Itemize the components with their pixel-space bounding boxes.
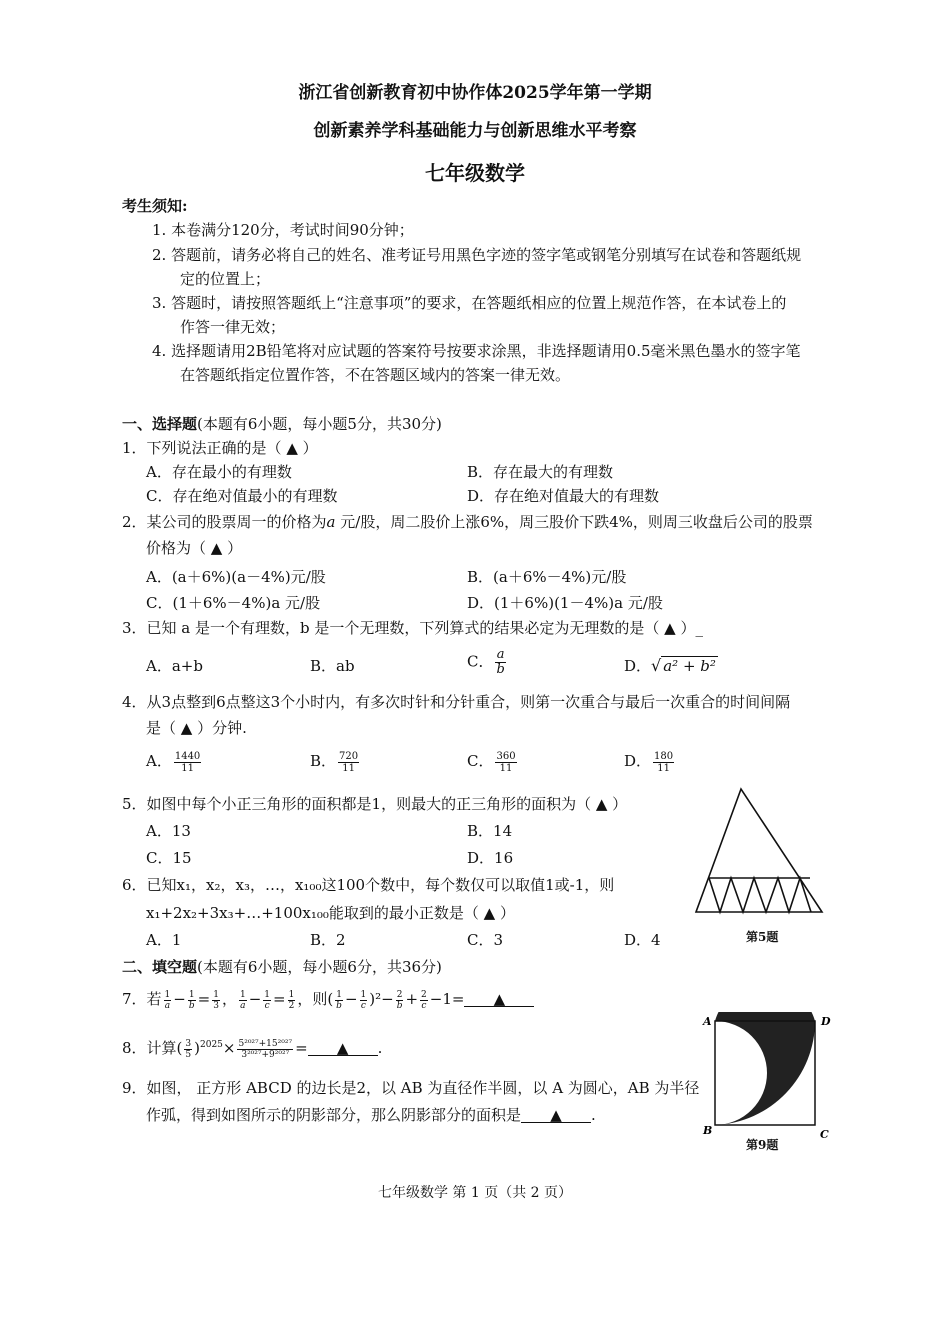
q4-stem: 4．从3点整到6点整这3个小时内，有多次时针和分针重合，则第一次重合与最后一次重合的时间间隔 — [122, 693, 791, 711]
fig9-label-a: A — [703, 1015, 712, 1028]
notice-item-4-cont: 在答题纸指定位置作答，不在答题区域内的答案一律无效。 — [180, 366, 571, 384]
q7-answer-blank[interactable]: ▲ — [464, 992, 534, 1007]
q4-option-d: D． $\frac{180}{11}$ — [624, 750, 674, 774]
exam-header-line1: 浙江省创新教育初中协作体2025学年第一学期 — [298, 83, 652, 103]
fig5-zigzag — [709, 878, 811, 912]
notice-heading: 考生须知: — [122, 197, 188, 215]
section1-heading: 一、选择题(本题有6小题，每小题5分，共30分) — [122, 415, 442, 433]
q2-option-d: D．(1＋6%)(1－4%)a 元/股 — [467, 594, 663, 612]
q5-option-c: C．15 — [146, 849, 192, 867]
q6-stem: 6．已知x₁，x₂，x₃，…，x₁₀₀这100个数中，每个数仅可以取值1或-1，则 — [122, 876, 615, 894]
q4-option-b: B． $\frac{720}{11}$ — [310, 750, 359, 774]
q5-stem: 5．如图中每个小正三角形的面积都是1，则最大的正三角形的面积为（ ▲ ） — [122, 795, 628, 813]
figure-5-triangle — [690, 785, 840, 920]
q6-option-b: B．2 — [310, 931, 346, 949]
q8-stem: 8．计算( $\frac{3}{5}$ )$^{2025}$× $\frac{\text{5²⁰²⁷+15²⁰²⁷}}{\text{3²⁰²⁷+9²⁰²⁷}}$ = ▲ . — [122, 1038, 383, 1060]
exam-header-line2: 创新素养学科基础能力与创新思维水平考察 — [313, 121, 637, 141]
q5-option-a: A．13 — [146, 822, 191, 840]
notice-item-2-cont: 定的位置上； — [180, 270, 271, 288]
q8-answer-blank[interactable]: ▲ — [308, 1041, 378, 1056]
fig9-label-d: D — [821, 1015, 831, 1028]
notice-item-1: 1. 本卷满分120分，考试时间90分钟； — [152, 221, 414, 239]
fig9-shaded-region — [715, 1012, 815, 1125]
q5-option-b: B．14 — [467, 822, 513, 840]
q1-option-d: D．存在绝对值最大的有理数 — [467, 487, 660, 505]
q2-stem-cont: 价格为（ ▲ ） — [146, 539, 243, 557]
notice-item-2: 2. 答题前，请务必将自己的姓名、准考证号用黑色字迹的签字笔或钢笔分别填写在试卷和答题纸规 — [152, 246, 802, 264]
page-footer: 七年级数学 第 1 页（共 2 页） — [377, 1185, 573, 1201]
section2-heading: 二、填空题(本题有6小题，每小题6分，共36分) — [122, 958, 442, 976]
q1-option-b: B．存在最大的有理数 — [467, 463, 614, 481]
q2-option-a: A．(a＋6%)(a－4%)元/股 — [146, 568, 326, 586]
q9-stem: 9．如图， 正方形 ABCD 的边长是2，以 AB 为直径作半圆，以 A 为圆心，AB 为半径 — [122, 1079, 700, 1097]
q3-option-a: A．a+b — [146, 657, 203, 675]
notice-item-3-cont: 作答一律无效； — [180, 318, 286, 336]
q3-stem: 3．已知 a 是一个有理数，b 是一个无理数，下列算式的结果必定为无理数的是（ ▲ ）_ — [122, 619, 703, 637]
q7-stem: 7．若 $\frac{1}{a}$ − $\frac{1}{b}$ = $\frac{1}{3}$ ， $\frac{1}{a}$ − $\frac{1}{c}$ = $\frac{1}{2}$ ，则( $\frac{1}{b}$ − $\frac{1}{c}$ )²− $\frac{2}{b}$ + $\frac{2}{c}$ −1= ▲ — [122, 988, 534, 1011]
fig9-label-b: B — [703, 1124, 713, 1137]
notice-item-3: 3. 答题时，请按照答题纸上“注意事项”的要求，在答题纸相应的位置上规范作答，在本试卷上的 — [152, 294, 787, 312]
figure-9-caption: 第9题 — [746, 1138, 779, 1152]
notice-item-4: 4. 选择题请用2B铅笔将对应试题的答案符号按要求涂黑，非选择题请用0.5毫米黑色墨水的签字笔 — [152, 342, 801, 360]
q2-option-c: C．(1＋6%－4%)a 元/股 — [146, 594, 321, 612]
q6-option-a: A．1 — [146, 931, 182, 949]
q1-stem: 1．下列说法正确的是（ ▲ ） — [122, 439, 318, 457]
subject-title: 七年级数学 — [425, 161, 525, 185]
q2-stem: 2．某公司的股票周一的价格为a 元/股，周二股价上涨6%，周三股价下跌4%，则周三收盘后公司的股票 — [122, 513, 813, 531]
q6-option-d: D．4 — [624, 931, 661, 949]
q2-option-b: B．(a＋6%－4%)元/股 — [467, 568, 627, 586]
q4-option-c: C． $\frac{360}{11}$ — [467, 750, 516, 774]
q9-stem-cont: 作弧，得到如图所示的阴影部分，那么阴影部分的面积是 ▲ . — [146, 1106, 596, 1124]
q1-option-c: C．存在绝对值最小的有理数 — [146, 487, 338, 505]
q3-option-d: D．√ a² + b² — [624, 656, 716, 675]
q6-stem-cont: x₁+2x₂+3x₃+…+100x₁₀₀能取到的最小正数是（ ▲ ） — [146, 904, 515, 922]
q1-option-a: A．存在最小的有理数 — [146, 463, 292, 481]
fig9-label-c: C — [820, 1128, 829, 1141]
q4-option-a: A． $\frac{1440}{11}$ — [146, 750, 201, 774]
q4-stem-cont: 是（ ▲ ）分钟. — [146, 719, 247, 737]
q5-option-d: D．16 — [467, 849, 514, 867]
figure-9-square — [700, 1012, 840, 1142]
q9-answer-blank[interactable]: ▲ — [521, 1108, 591, 1123]
q3-option-b: B．ab — [310, 657, 355, 675]
q3-option-c: C． $\frac{a}{b}$ — [467, 647, 505, 677]
q6-option-c: C．3 — [467, 931, 504, 949]
figure-5-caption: 第5题 — [746, 930, 779, 944]
